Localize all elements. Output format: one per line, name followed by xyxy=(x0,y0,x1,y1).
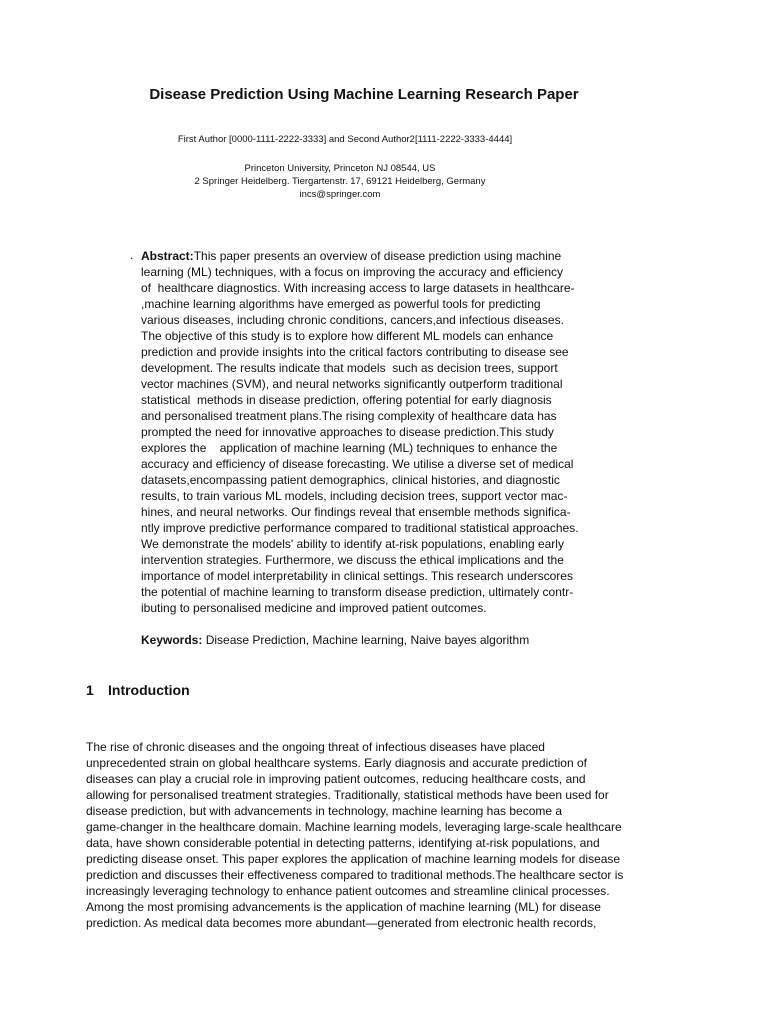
abstract-body xyxy=(141,264,579,616)
intro-line: Among the most promising advancements is the application of machine learning (ML) for disease xyxy=(86,900,601,914)
abstract-line: various diseases, including chronic conditions, cancers,and infectious diseases. xyxy=(141,313,564,327)
intro-line: predicting disease onset. This paper explores the application of machine learning models for disease xyxy=(86,852,621,866)
abstract-line: We demonstrate the models' ability to identify at-risk populations, enabling early xyxy=(141,537,564,551)
abstract-line xyxy=(141,248,579,264)
section-number: 1 xyxy=(86,682,94,698)
intro-line: increasingly leveraging technology to enhance patient outcomes and streamline clinical processes. xyxy=(86,884,610,898)
keywords-line xyxy=(141,633,529,647)
affiliation-1: Princeton University, Princeton NJ 08544, US xyxy=(244,163,436,174)
abstract-line: explores the application of machine learning (ML) techniques to enhance the xyxy=(141,441,558,455)
paper-title: Disease Prediction Using Machine Learning Research Paper xyxy=(149,86,579,103)
keywords-label: Keywords: xyxy=(141,633,203,647)
intro-line: allowing for personalised treatment strategies. Traditionally, statistical methods have been used for xyxy=(86,788,609,802)
author-line: First Author [0000-1111-2222-3333] and Second Author2[1111-2222-3333-4444] xyxy=(177,134,513,145)
abstract-line: intervention strategies. Furthermore, we discuss the ethical implications and the xyxy=(141,553,564,567)
abstract-line: hines, and neural networks. Our findings reveal that ensemble methods significa- xyxy=(141,505,571,519)
abstract-block xyxy=(141,248,579,616)
abstract-line: and personalised treatment plans.The rising complexity of healthcare data has xyxy=(141,409,557,423)
abstract-line: development. The results indicate that models such as decision trees, support xyxy=(141,361,558,375)
intro-line: The rise of chronic diseases and the ongoing threat of infectious diseases have placed xyxy=(86,740,545,754)
section-heading xyxy=(86,682,190,698)
intro-line: data, have shown considerable potential in detecting patterns, identifying at-risk populations, and xyxy=(86,836,600,850)
abstract-line: prediction and provide insights into the critical factors contributing to disease see xyxy=(141,345,569,359)
intro-line: unprecedented strain on global healthcare systems. Early diagnosis and accurate prediction of xyxy=(86,756,587,770)
intro-line: game-changer in the healthcare domain. Machine learning models, leveraging large-scale healthcare xyxy=(86,820,622,834)
affiliation-2: 2 Springer Heidelberg. Tiergartenstr. 17, 69121 Heidelberg, Germany xyxy=(194,176,486,187)
abstract-line: ibuting to personalised medicine and improved patient outcomes. xyxy=(141,601,487,615)
affiliation-email: incs@springer.com xyxy=(299,189,381,200)
abstract-line: The objective of this study is to explore how different ML models can enhance xyxy=(141,329,554,343)
abstract-line: ntly improve predictive performance compared to traditional statistical approaches. xyxy=(141,521,579,535)
keywords-text: Disease Prediction, Machine learning, Naive bayes algorithm xyxy=(202,633,530,647)
abstract-label: Abstract: xyxy=(141,249,194,263)
intro-line: prediction and discusses their effectiveness compared to traditional methods.The healthcare sector is xyxy=(86,868,624,882)
abstract-line: importance of model interpretability in clinical settings. This research underscores xyxy=(141,569,573,583)
abstract-line: statistical methods in disease prediction, offering potential for early diagnosis xyxy=(141,393,552,407)
introduction-body xyxy=(86,739,623,931)
abstract-bullet: . xyxy=(130,248,134,262)
abstract-text: This paper presents an overview of disease prediction using machine xyxy=(193,249,562,263)
abstract-line: ,machine learning algorithms have emerged as powerful tools for predicting xyxy=(141,297,541,311)
abstract-line: of healthcare diagnostics. With increasing access to large datasets in healthcare- xyxy=(141,281,575,295)
intro-line: prediction. As medical data becomes more abundant—generated from electronic health records, xyxy=(86,916,597,930)
abstract-line: learning (ML) techniques, with a focus on improving the accuracy and efficiency xyxy=(141,265,563,279)
abstract-line: the potential of machine learning to transform disease prediction, ultimately contr- xyxy=(141,585,574,599)
abstract-line: results, to train various ML models, including decision trees, support vector mac- xyxy=(141,489,568,503)
abstract-line: prompted the need for innovative approaches to disease prediction.This study xyxy=(141,425,554,439)
intro-line: diseases can play a crucial role in improving patient outcomes, reducing healthcare costs, and xyxy=(86,772,586,786)
abstract-line: vector machines (SVM), and neural networks significantly outperform traditional xyxy=(141,377,563,391)
abstract-line: datasets,encompassing patient demographics, clinical histories, and diagnostic xyxy=(141,473,560,487)
intro-line: disease prediction, but with advancements in technology, machine learning has become a xyxy=(86,804,563,818)
abstract-line: accuracy and efficiency of disease forecasting. We utilise a diverse set of medical xyxy=(141,457,574,471)
section-title: Introduction xyxy=(108,682,190,698)
